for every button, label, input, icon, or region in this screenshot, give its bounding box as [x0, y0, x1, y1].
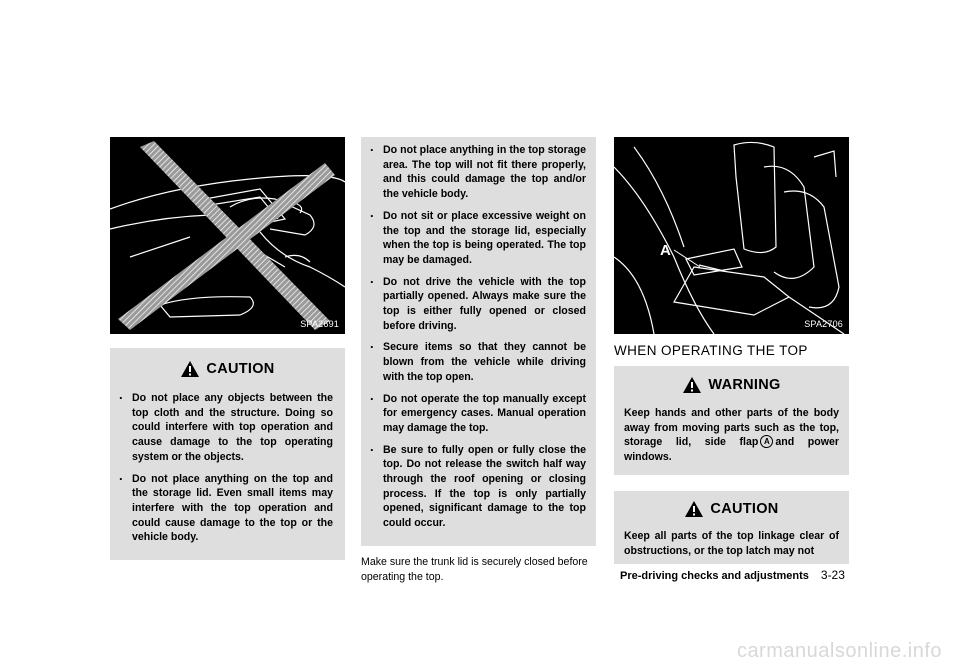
- figure-id: SPA2706: [804, 319, 843, 329]
- column-middle: [361, 137, 596, 584]
- figure-spa2691: [110, 137, 345, 334]
- list-item: . Do not place anything on the top and the storage lid. Even small items may interfere with the top operation and could cause damage to the top or the vehicle body.: [110, 472, 333, 546]
- figure-id: SPA2691: [300, 319, 339, 329]
- warning-triangle-icon: [682, 376, 702, 394]
- watermark-text: carmanualsonline.info: [736, 640, 942, 662]
- illustration-side-flap: [614, 137, 849, 334]
- warning-triangle-icon: [180, 360, 200, 378]
- page-number: 3-23: [820, 568, 845, 582]
- column-left: [110, 137, 345, 560]
- section-title: WHEN OPERATING THE TOP: [614, 343, 808, 358]
- caution-title: CAUTION: [710, 500, 779, 517]
- trunk-paragraph: Make sure the trunk lid is securely closed before operating the top.: [361, 555, 588, 583]
- caution-continued-box: [361, 137, 596, 546]
- page-footer: [620, 568, 845, 582]
- list-item: . Do not drive the vehicle with the top partially opened. Always make sure the top is either fully opened or closed before driving.: [361, 275, 586, 334]
- column-right: [614, 137, 849, 564]
- caution-list-continued: [361, 143, 586, 531]
- illustration-storage-lid: [110, 137, 345, 334]
- list-item: . Do not place any objects between the top cloth and the structure. Doing so could interfere with top operation and cause damage to the top operating system or the objects.: [110, 391, 333, 465]
- figure-spa2706: [614, 137, 849, 334]
- list-item: . Do not operate the top manually except for emergency cases. Manual operation may damage the top.: [361, 392, 586, 436]
- caution-header: [110, 348, 345, 378]
- warning-box: [614, 366, 849, 475]
- caution-box: [614, 491, 849, 564]
- warning-text-part: and power windows.: [624, 436, 839, 464]
- caution-text: Keep all parts of the top linkage clear of obstructions, or the top latch may not: [624, 529, 839, 557]
- caution-box: [110, 348, 345, 560]
- caution-title: CAUTION: [206, 361, 275, 377]
- circled-a-icon: A: [760, 435, 773, 448]
- warning-text-part: Keep hands and other parts of the body away from moving parts such as the top, storage lid, side flap: [624, 407, 839, 449]
- list-item: . Secure items so that they cannot be blown from the vehicle while driving with the top open.: [361, 340, 586, 384]
- list-item: . Do not sit or place excessive weight on the top and the storage lid, especially when the top is being operated. The top may be damaged.: [361, 209, 586, 268]
- warning-title: WARNING: [708, 377, 781, 393]
- list-item: . Do not place anything in the top storage area. The top will not fit there properly, and this could damage the top and/or the vehicle body.: [361, 143, 586, 202]
- footer-section: Pre-driving checks and adjustments: [620, 570, 809, 582]
- warning-text: [624, 406, 839, 465]
- list-item: . Be sure to fully open or fully close the top. Do not release the switch half way through the roof opening or closing process. If the top is only partially opened, significant damage to the top could occur.: [361, 443, 586, 531]
- warning-triangle-icon: [684, 500, 704, 518]
- watermark: [0, 640, 960, 664]
- warning-header: [624, 366, 839, 394]
- figure-label-a: A: [660, 242, 671, 259]
- caution-header: [624, 491, 839, 518]
- caution-list: [110, 391, 345, 545]
